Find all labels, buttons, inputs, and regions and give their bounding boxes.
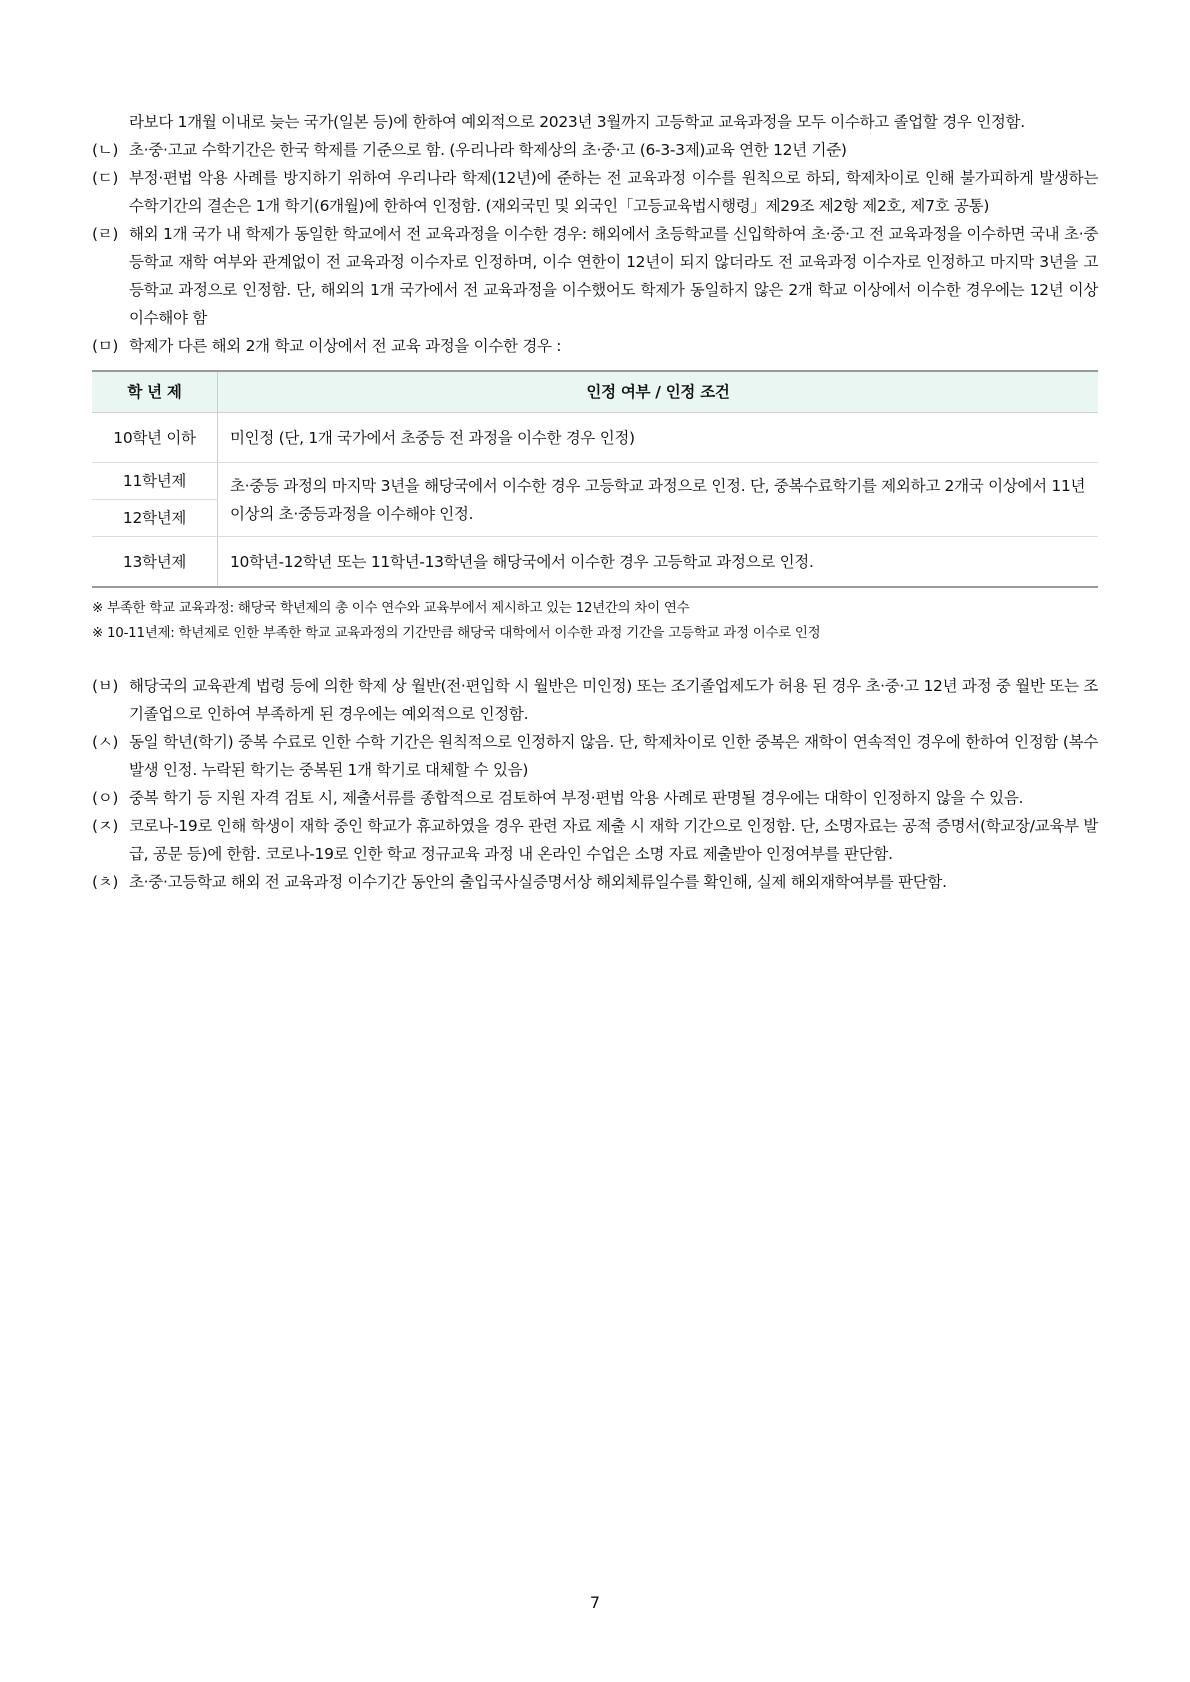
condition-cell: 10학년-12학년 또는 11학년-13학년을 해당국에서 이수한 경우 고등학교 과정으로 인정. xyxy=(230,552,814,571)
list-item xyxy=(92,332,1098,360)
continued-paragraph: 라보다 1개월 이내로 늦는 국가(일본 등)에 한하여 예외적으로 2023년 3월까지 고등학교 교육과정을 모두 이수하고 졸업할 경우 인정함. xyxy=(129,113,1025,131)
note-line: ※ 10-11년제: 학년제로 인한 부족한 학교 교육과정의 기간만큼 해당국 대학에서 이수한 과정 기간을 고등학교 과정 이수로 인정 xyxy=(92,625,821,641)
list-marker: (ㅁ) xyxy=(92,337,119,355)
table-row xyxy=(92,537,1098,588)
list-marker: (ㅂ) xyxy=(92,677,119,695)
table-header-row xyxy=(92,371,1098,413)
header-recognition: 인정 여부 / 인정 조건 xyxy=(218,371,1099,413)
list-item xyxy=(92,728,1098,784)
list-item xyxy=(92,136,1098,164)
table-notes xyxy=(92,596,1098,646)
list-item-text: 부정·편법 악용 사례를 방지하기 위하여 우리나라 학제(12년)에 준하는 전 교육과정 이수를 원칙으로 하되, 학제차이로 인해 불가피하게 발생하는 수학기간의 결손은 1개 학기(6개월)에 한하여 인정함. (재외국민 및 외국인「고등교육법시행령」제29조 제2항 제2호, 제7호 공통) xyxy=(129,169,1098,215)
table-row xyxy=(92,463,1098,500)
condition-cell: 미인정 (단, 1개 국가에서 초중등 전 과정을 이수한 경우 인정) xyxy=(218,413,1099,463)
grade-cell: 13학년제 xyxy=(92,537,218,588)
list-marker: (ㅇ) xyxy=(92,789,119,807)
list-marker: (ㄷ) xyxy=(92,169,119,187)
list-item-text: 해외 1개 국가 내 학제가 동일한 학교에서 전 교육과정을 이수한 경우: 해외에서 초등학교를 신입학하여 초·중·고 전 교육과정을 이수하면 국내 초·중등학교 재학 여부와 관계없이 전 교육과정 이수자로 인정하며, 이수 연한이 12년이 되지 않더라도 전 교육과정 이수자로 인정하고 마지막 3년을 고등학교 과정으로 인정함. 단, 해외의 1개 국가에서 전 교육과정을 이수했어도 학제가 동일하지 않은 2개 학교 이상에서 이수한 경우에는 12년 이상 이수해야 함 xyxy=(129,225,1098,327)
list-item-text: 중복 학기 등 지원 자격 검토 시, 제출서류를 종합적으로 검토하여 부정·편법 악용 사례로 판명될 경우에는 대학이 인정하지 않을 수 있음. xyxy=(129,789,1024,807)
list-item xyxy=(92,812,1098,868)
spacer xyxy=(92,646,1098,672)
grade-cell: 10학년 이하 xyxy=(92,413,218,463)
header-grade-system: 학 년 제 xyxy=(92,371,218,413)
recognition-table xyxy=(92,370,1098,588)
page-number: 7 xyxy=(589,1593,601,1612)
list-item-text: 코로나-19로 인해 학생이 재학 중인 학교가 휴교하였을 경우 관련 자료 제출 시 재학 기간으로 인정함. 단, 소명자료는 공적 증명서(학교장/교육부 발급, 공문 등)에 한함. 코로나-19로 인한 학교 정규교육 과정 내 온라인 수업은 소명 자료 제출받아 인정여부를 판단함. xyxy=(129,817,1098,863)
note-line: ※ 부족한 학교 교육과정: 해당국 학년제의 총 이수 연수와 교육부에서 제시하고 있는 12년간의 차이 연수 xyxy=(92,600,690,616)
list-marker: (ㄹ) xyxy=(92,225,119,243)
condition-cell: 초·중등 과정의 마지막 3년을 해당국에서 이수한 경우 고등학교 과정으로 인정. 단, 중복수료학기를 제외하고 2개국 이상에서 11년 이상의 초·중등과정을 이수해야 인정. xyxy=(218,463,1099,537)
list-marker: (ㅊ) xyxy=(92,873,119,891)
list-item xyxy=(92,784,1098,812)
grade-cell: 12학년제 xyxy=(92,500,218,537)
list-item xyxy=(92,220,1098,332)
list-item-text: 동일 학년(학기) 중복 수료로 인한 수학 기간은 원칙적으로 인정하지 않음. 단, 학제차이로 인한 중복은 재학이 연속적인 경우에 한하여 인정함 (복수 발생 인정. 누락된 학기는 중복된 1개 학기로 대체할 수 있음) xyxy=(129,733,1098,779)
list-marker: (ㅅ) xyxy=(92,733,119,751)
list-item-text: 해당국의 교육관계 법령 등에 의한 학제 상 월반(전·편입학 시 월반은 미인정) 또는 조기졸업제도가 허용 된 경우 초·중·고 12년 과정 중 월반 또는 조기졸업으로 인하여 부족하게 된 경우에는 예외적으로 인정함. xyxy=(129,677,1098,723)
table-row xyxy=(92,413,1098,463)
list-item xyxy=(92,164,1098,220)
list-item-text: 학제가 다른 해외 2개 학교 이상에서 전 교육 과정을 이수한 경우 : xyxy=(129,337,562,355)
list-marker: (ㅈ) xyxy=(92,817,119,835)
list-item-text: 초·중·고등학교 해외 전 교육과정 이수기간 동안의 출입국사실증명서상 해외체류일수를 확인해, 실제 해외재학여부를 판단함. xyxy=(129,873,947,891)
list-item xyxy=(92,672,1098,728)
grade-cell: 11학년제 xyxy=(92,463,218,500)
list-marker: (ㄴ) xyxy=(92,141,119,159)
list-item xyxy=(92,868,1098,896)
list-item-text: 초·중·고교 수학기간은 한국 학제를 기준으로 함. (우리나라 학제상의 초·중·고 (6-3-3제)교육 연한 12년 기준) xyxy=(129,141,847,159)
document-body xyxy=(92,108,1098,896)
